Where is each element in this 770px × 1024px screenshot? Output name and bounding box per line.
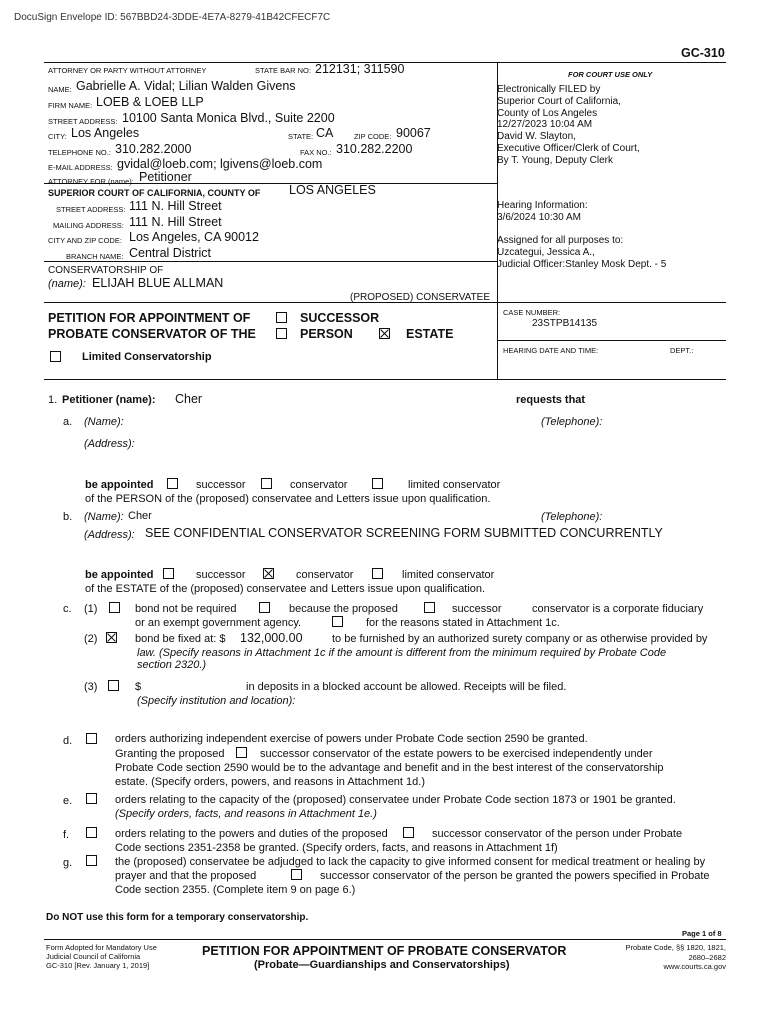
b-address-value: SEE CONFIDENTIAL CONSERVATOR SCREENING FORM SUBMITTED CONCURRENTLY <box>145 526 663 540</box>
footer-title: PETITION FOR APPOINTMENT OF PROBATE CONSERVATOR <box>202 944 567 958</box>
a-telephone-label: (Telephone): <box>541 416 603 428</box>
e-checkbox[interactable] <box>86 793 97 804</box>
temporary-warning: Do NOT use this form for a temporary conservatorship. <box>46 912 309 923</box>
c1-successor-checkbox[interactable] <box>424 602 435 613</box>
firm-name-label: FIRM NAME: <box>48 101 93 110</box>
case-number-value: 23STPB14135 <box>532 318 598 329</box>
court-cityzip-value: Los Angeles, CA 90012 <box>129 230 259 244</box>
hearing-lines-line: 3/6/2024 10:30 AM <box>497 211 581 223</box>
b-limited-conservator-label: limited conservator <box>402 569 495 581</box>
g-line3: Code section 2355. (Complete item 9 on page 6.) <box>115 884 356 896</box>
b-successor-label: successor <box>196 569 246 581</box>
c2-tail: to be furnished by an authorized surety company or as otherwise provided by <box>332 633 708 645</box>
b-name-label: (Name): <box>84 511 124 523</box>
attorney-header: ATTORNEY OR PARTY WITHOUT ATTORNEY <box>48 66 207 75</box>
court-title-label: SUPERIOR COURT OF CALIFORNIA, COUNTY OF <box>48 188 261 198</box>
attorney-name-value: Gabrielle A. Vidal; Lilian Walden Givens <box>76 79 296 93</box>
hearing-date-label: HEARING DATE AND TIME: <box>503 346 599 355</box>
city-value: Los Angeles <box>71 126 140 140</box>
c2-checkbox[interactable] <box>106 632 117 643</box>
court-lines-line: County of Los Angeles <box>497 107 598 119</box>
limited-conservatorship-checkbox[interactable] <box>50 351 61 362</box>
c1-because-checkbox[interactable] <box>259 602 270 613</box>
b-estate-line: of the ESTATE of the (proposed) conservatee and Letters issue upon qualification. <box>85 583 486 595</box>
conservatee-name-label: (name): <box>48 278 86 290</box>
assigned-lines-line: Assigned for all purposes to: <box>497 235 624 246</box>
court-mailing-value: 111 N. Hill Street <box>129 215 222 229</box>
footer-left-line: Judicial Council of California <box>46 952 141 961</box>
case-number-label: CASE NUMBER: <box>503 308 561 317</box>
c1-because-text: because the proposed <box>289 603 398 615</box>
c2-label: (2) <box>84 633 98 645</box>
b-successor-checkbox[interactable] <box>163 568 174 579</box>
requests-that: requests that <box>516 394 586 406</box>
c1-successor-label: successor <box>452 603 502 615</box>
court-branch-label: BRANCH NAME: <box>66 252 124 261</box>
state-label: STATE: <box>288 132 314 141</box>
c1-tail: conservator is a corporate fiduciary <box>532 603 704 615</box>
footer-right-line: www.courts.ca.gov <box>663 962 726 971</box>
form-number: GC-310 <box>681 46 725 60</box>
c1-line2b: for the reasons stated in Attachment 1c. <box>366 617 560 629</box>
title-person-label: PERSON <box>300 327 353 341</box>
state-value: CA <box>316 126 334 140</box>
telephone-label: TELEPHONE NO.: <box>48 148 111 157</box>
petitioner-value: Cher <box>175 392 203 406</box>
a-conservator-checkbox[interactable] <box>261 478 272 489</box>
a-name-label: (Name): <box>84 416 124 428</box>
assigned-lines-line: Uzcategui, Jessica A., <box>497 246 595 258</box>
b-address-label: (Address): <box>84 529 135 541</box>
b-be-appointed: be appointed <box>85 569 154 581</box>
c1-label: (1) <box>84 603 98 615</box>
limited-conservatorship-label: Limited Conservatorship <box>82 351 212 363</box>
telephone-value: 310.282.2000 <box>115 142 192 156</box>
envelope-id: DocuSign Envelope ID: 567BBD24-3DDE-4E7A-8279-41B42CFECF7C <box>14 12 331 23</box>
c3-checkbox[interactable] <box>108 680 119 691</box>
d-line2b: successor conservator of the estate powers to be exercised independently under <box>260 748 653 760</box>
court-street-label: STREET ADDRESS: <box>56 205 126 214</box>
city-label: CITY: <box>48 132 67 141</box>
attorney-for-value: Petitioner <box>139 170 192 184</box>
e-line2: (Specify orders, facts, and reasons in Attachment 1e.) <box>115 808 377 820</box>
footer-subtitle: (Probate—Guardianships and Conservatorships) <box>254 959 510 971</box>
zip-label: ZIP CODE: <box>354 132 392 141</box>
a-be-appointed: be appointed <box>85 479 154 491</box>
c2-line2: law. (Specify reasons in Attachment 1c if the amount is different from the minimum required by Probate Code <box>137 647 667 659</box>
b-limited-conservator-checkbox[interactable] <box>372 568 383 579</box>
email-value: gvidal@loeb.com; lgivens@loeb.com <box>117 157 323 171</box>
court-use-label: FOR COURT USE ONLY <box>568 70 653 79</box>
g-checkbox[interactable] <box>86 855 97 866</box>
court-lines-line: David W. Slayton, <box>497 131 576 143</box>
conservatorship-label: CONSERVATORSHIP OF <box>48 265 164 276</box>
firm-name-value: LOEB & LOEB LLP <box>96 95 204 109</box>
f-line1a: orders relating to the powers and duties of the proposed <box>115 828 388 840</box>
title-estate-label: ESTATE <box>406 327 454 341</box>
c3-dollar: $ <box>135 681 142 693</box>
item-g-label: g. <box>63 857 73 869</box>
attorney-name-label: NAME: <box>48 85 72 94</box>
court-branch-value: Central District <box>129 246 211 260</box>
court-lines-line: Executive Officer/Clerk of Court, <box>497 143 640 154</box>
a-successor-label: successor <box>196 479 246 491</box>
b-conservator-checkbox[interactable] <box>263 568 274 579</box>
c2-line3: section 2320.) <box>137 659 207 671</box>
petitioner-label: Petitioner (name): <box>62 394 156 406</box>
b-conservator-label: conservator <box>296 569 354 581</box>
a-successor-checkbox[interactable] <box>167 478 178 489</box>
email-label: E-MAIL ADDRESS: <box>48 163 113 172</box>
a-limited-conservator-label: limited conservator <box>408 479 501 491</box>
title-estate-checkbox[interactable] <box>379 328 390 339</box>
f-checkbox[interactable] <box>86 827 97 838</box>
footer-right-line: 2680–2682 <box>688 952 726 962</box>
c2-text: bond be fixed at: $ <box>135 633 226 645</box>
item-a-label: a. <box>63 416 73 428</box>
attorney-for-label: ATTORNEY FOR (name): <box>48 177 134 186</box>
court-lines-line: By T. Young, Deputy Clerk <box>497 154 613 166</box>
item-f-label: f. <box>63 829 70 841</box>
title-successor-label: SUCCESSOR <box>300 311 380 325</box>
g-line2b: successor conservator of the person be granted the powers specified in Probate <box>320 870 710 882</box>
state-bar-value: 212131; 311590 <box>315 62 405 76</box>
b-name-value: Cher <box>128 510 152 522</box>
c3-label: (3) <box>84 681 98 693</box>
court-mailing-label: MAILING ADDRESS: <box>53 221 124 230</box>
street-address-label: STREET ADDRESS: <box>48 117 118 126</box>
f-line1b: successor conservator of the person under Probate <box>432 828 683 840</box>
f-successor-checkbox[interactable] <box>403 827 414 838</box>
petition-title-line1: PETITION FOR APPOINTMENT OF <box>48 311 251 325</box>
e-line1: orders relating to the capacity of the (proposed) conservatee under Probate Code section 1873 or 1901 be granted. <box>115 794 676 806</box>
d-line1: orders authorizing independent exercise of powers under Probate Code section 2590 be granted. <box>115 733 588 745</box>
item-c-label: c. <box>63 603 72 615</box>
a-limited-conservator-checkbox[interactable] <box>372 478 383 489</box>
g-successor-checkbox[interactable] <box>291 869 302 880</box>
a-address-label: (Address): <box>84 438 135 450</box>
footer-right-line: Probate Code, §§ 1820, 1821, <box>625 943 726 952</box>
street-address-value: 10100 Santa Monica Blvd., Suite 2200 <box>122 111 335 125</box>
g-line1: the (proposed) conservatee be adjudged to lack the capacity to give informed consent for medical treatment or healing by <box>115 856 706 868</box>
page-number: Page 1 of 8 <box>682 929 722 938</box>
c1-reasons-checkbox[interactable] <box>332 616 343 627</box>
c3-text: in deposits in a blocked account be allowed. Receipts will be filed. <box>246 681 567 693</box>
fax-label: FAX NO.: <box>300 148 332 157</box>
petition-title-line2: PROBATE CONSERVATOR OF THE <box>48 327 256 341</box>
a-conservator-label: conservator <box>290 479 348 491</box>
county-value: LOS ANGELES <box>289 183 376 197</box>
title-person-checkbox[interactable] <box>276 328 287 339</box>
d-line2a: Granting the proposed <box>115 748 225 760</box>
c2-amount: 132,000.00 <box>240 631 303 645</box>
b-telephone-label: (Telephone): <box>541 511 603 523</box>
a-person-line: of the PERSON of the (proposed) conservatee and Letters issue upon qualification. <box>85 493 491 505</box>
d-checkbox[interactable] <box>86 733 97 744</box>
title-successor-checkbox[interactable] <box>276 312 287 323</box>
g-line2a: prayer and that the proposed <box>115 870 257 882</box>
c3-line2: (Specify institution and location): <box>137 695 296 707</box>
item1-number: 1. <box>48 394 58 406</box>
c1-checkbox[interactable] <box>109 602 120 613</box>
item-e-label: e. <box>63 795 73 807</box>
court-cityzip-label: CITY AND ZIP CODE: <box>48 236 122 245</box>
footer-left-line: GC-310 [Rev. January 1, 2019] <box>46 961 150 970</box>
d-successor-checkbox[interactable] <box>236 747 247 758</box>
state-bar-label: STATE BAR NO: <box>255 66 311 75</box>
footer-left-line: Form Adopted for Mandatory Use <box>46 943 157 952</box>
court-lines-line: Superior Court of California, <box>497 95 621 107</box>
item-b-label: b. <box>63 511 73 523</box>
d-line4: estate. (Specify orders, powers, and reasons in Attachment 1d.) <box>115 776 425 788</box>
court-street-value: 111 N. Hill Street <box>129 199 222 213</box>
proposed-conservatee-label: (PROPOSED) CONSERVATEE <box>350 292 491 303</box>
conservatee-name-value: ELIJAH BLUE ALLMAN <box>92 276 224 290</box>
court-lines-line: 12/27/2023 10:04 AM <box>497 119 593 131</box>
item-d-label: d. <box>63 735 73 747</box>
court-lines-line: Electronically FILED by <box>497 84 601 95</box>
hearing-lines-line: Hearing Information: <box>497 200 588 211</box>
c1-line2a: or an exempt government agency. <box>135 617 302 629</box>
fax-value: 310.282.2200 <box>336 142 413 156</box>
zip-value: 90067 <box>396 126 431 140</box>
assigned-lines-line: Judicial Officer:Stanley Mosk Dept. - 5 <box>497 258 667 270</box>
c1-text: bond not be required <box>135 603 237 615</box>
f-line2: Code sections 2351-2358 be granted. (Specify orders, facts, and reasons in Attachment 1f) <box>115 842 558 854</box>
d-line3: Probate Code section 2590 would be to the advantage and benefit and in the best interest of the conservatorship <box>115 762 664 774</box>
dept-label: DEPT.: <box>670 346 694 355</box>
